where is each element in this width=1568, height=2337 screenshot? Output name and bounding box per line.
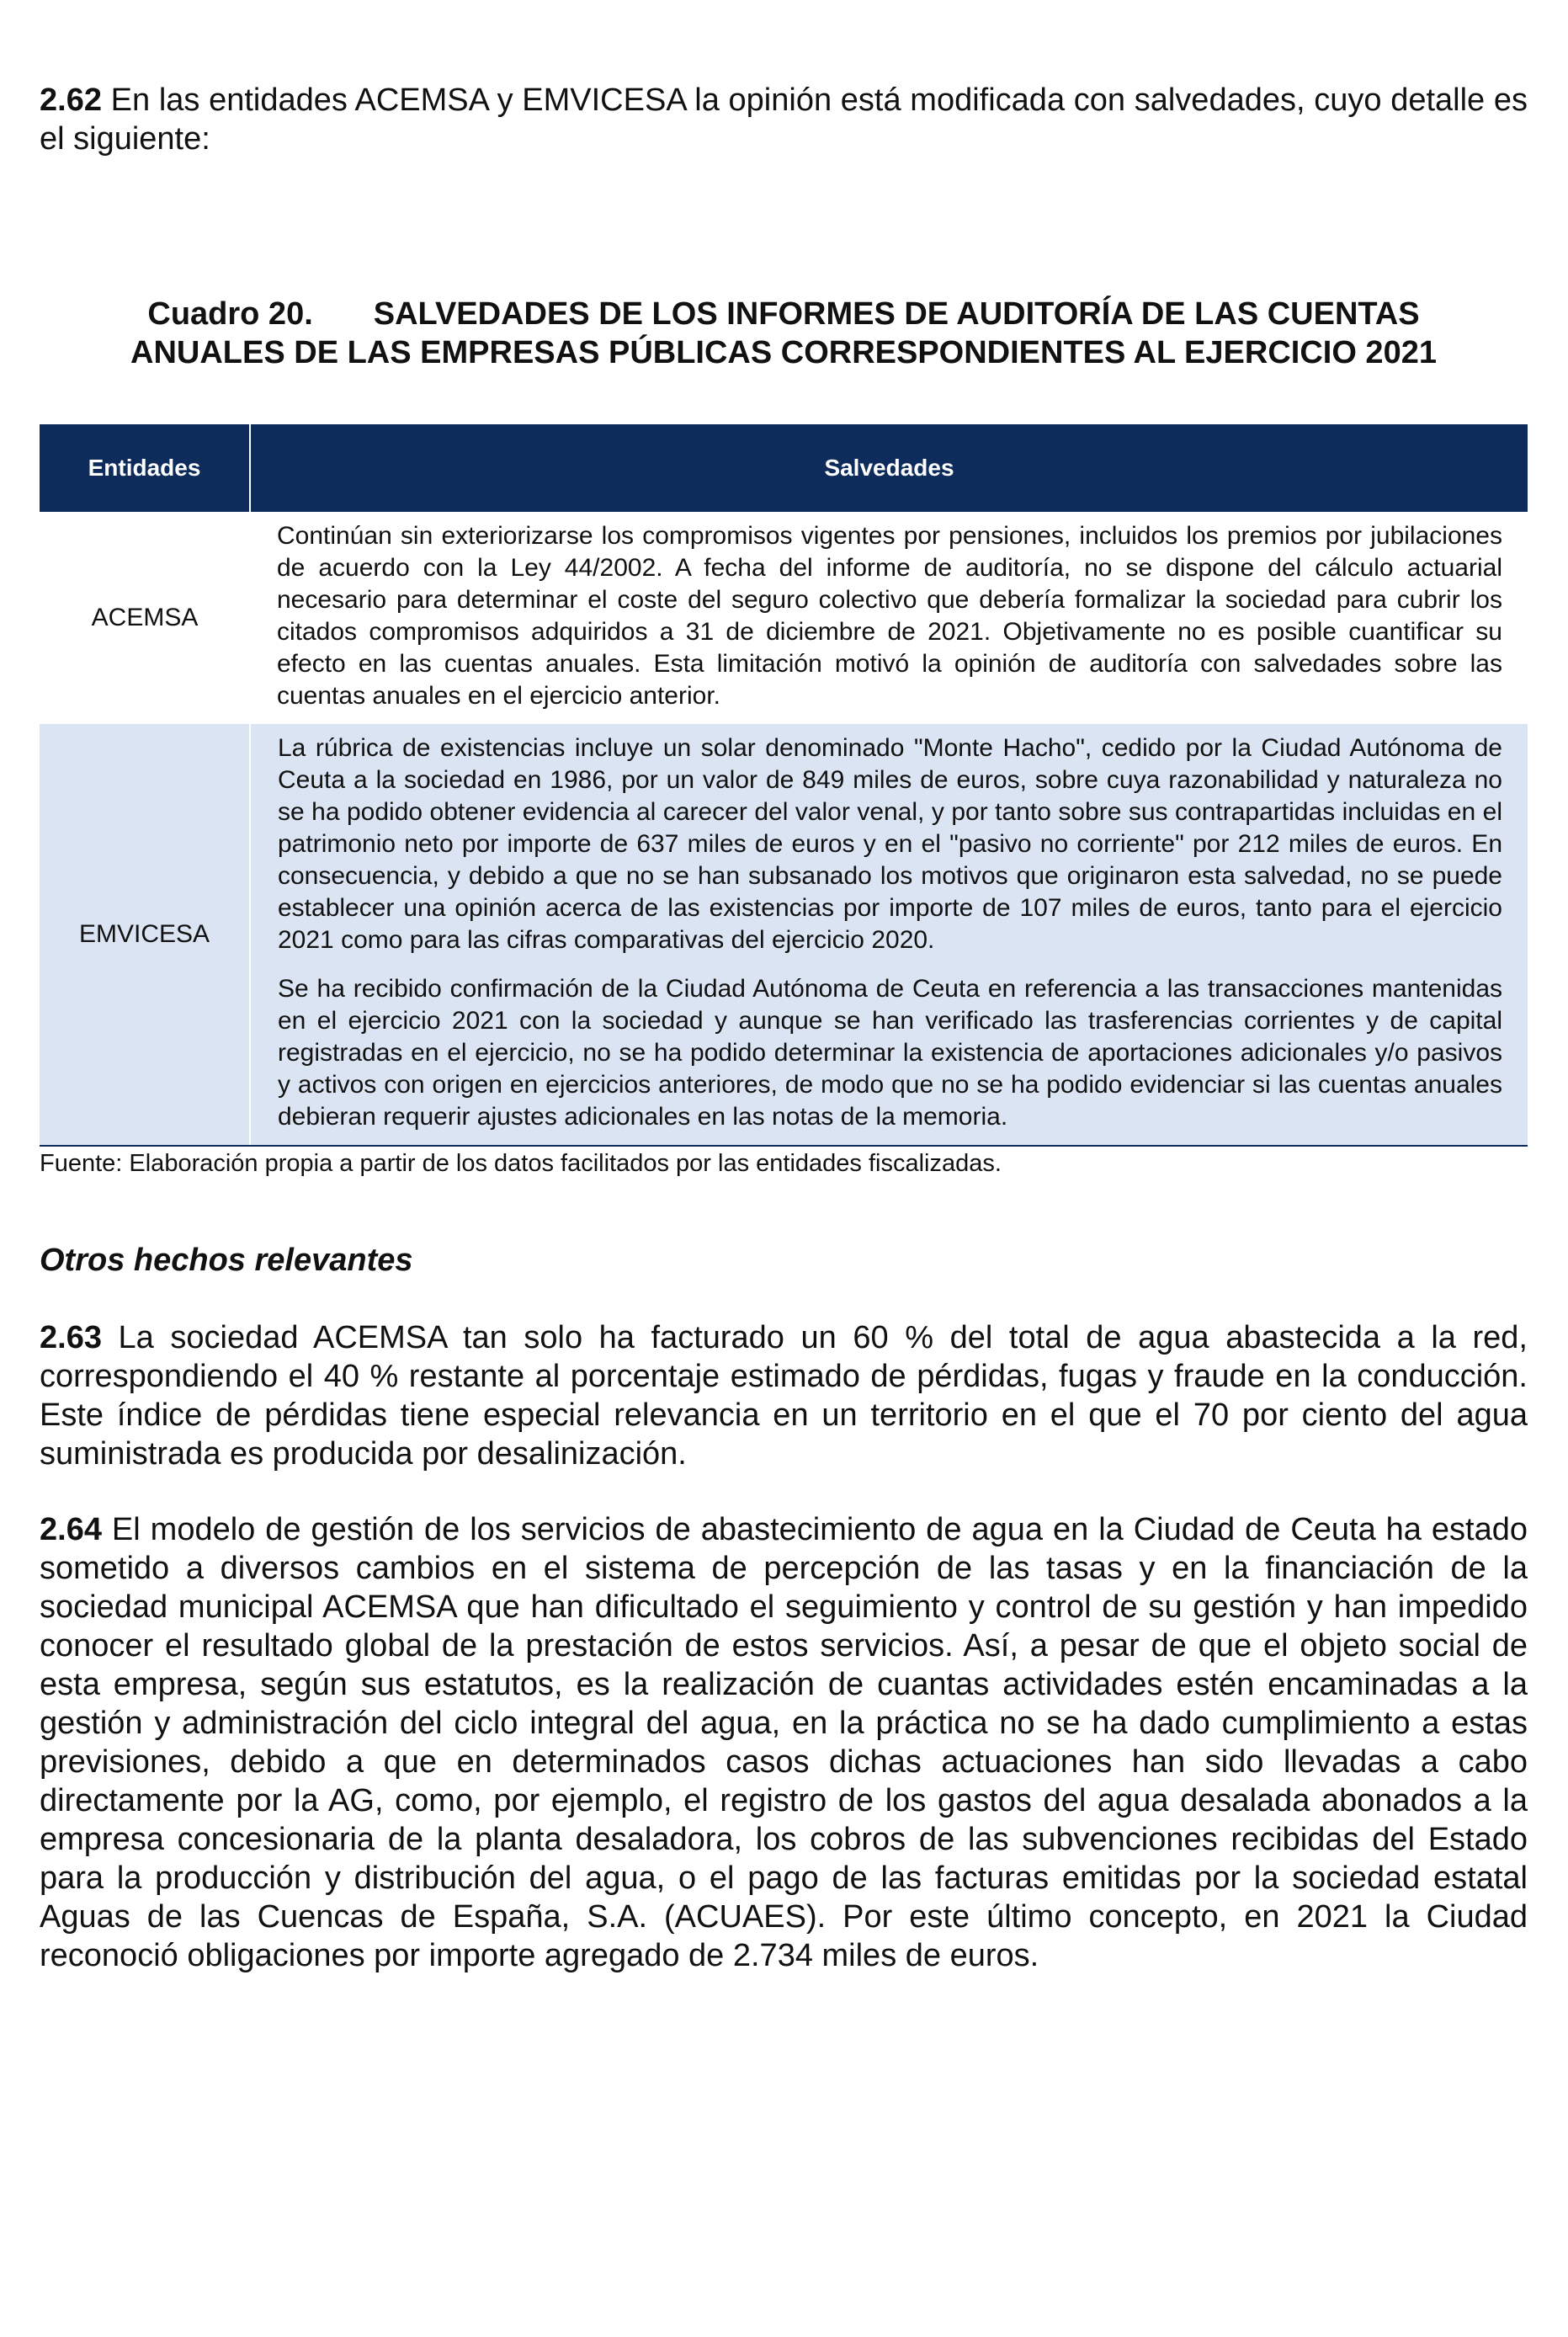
table-source: Fuente: Elaboración propia a partir de los datos facilitados por las entidades fiscalizadas. bbox=[40, 1150, 1002, 1177]
header-salvedades: Salvedades bbox=[250, 424, 1528, 512]
paragraph-2-64 bbox=[40, 1510, 1528, 1975]
salvedad-cell bbox=[250, 724, 1528, 1146]
document-page bbox=[40, 81, 1528, 1975]
caption-title-2: ANUALES DE LAS EMPRESAS PÚBLICAS CORRESPONDIENTES AL EJERCICIO 2021 bbox=[130, 335, 1437, 370]
salvedad-paragraph: La rúbrica de existencias incluye un solar denominado "Monte Hacho", cedido por la Ciudad Autónoma de Ceuta a la sociedad en 1986, por un valor de 849 miles de euros, sobre cuya razonabilidad y naturaleza no se ha podido obtener evidencia al carecer del valor venal, y por tanto sobre sus contrapartidas incluidas en el patrimonio neto por importe de 637 miles de euros y en el "pasivo no corriente" por 212 miles de euros. En consecuencia, y debido a que no se han subsanado los motivos que originaron esta salvedad, no se puede establecer una opinión acerca de las existencias por importe de 107 miles de euros, tanto para el ejercicio 2021 como para las cifras comparativas del ejercicio 2020. bbox=[278, 734, 1502, 954]
table-row bbox=[40, 724, 1528, 1146]
header-entidades: Entidades bbox=[40, 424, 250, 512]
caption-line-1 bbox=[40, 295, 1528, 333]
section-heading: Otros hechos relevantes bbox=[40, 1243, 413, 1278]
table-header-row bbox=[40, 424, 1528, 512]
table-row bbox=[40, 512, 1528, 724]
salvedad-cell bbox=[250, 512, 1528, 724]
paragraph-number: 2.64 bbox=[40, 1512, 102, 1547]
caption-title-1: SALVEDADES DE LOS INFORMES DE AUDITORÍA DE LAS CUENTAS bbox=[373, 296, 1420, 332]
salvedad-paragraph: Se ha recibido confirmación de la Ciudad Autónoma de Ceuta en referencia a las transacciones mantenidas en el ejercicio 2021 con la sociedad y aunque se han verificado las trasferencias corrientes y de capital registradas en el ejercicio, no se ha podido determinar la existencia de aportaciones adicionales y/o pasivos y activos con origen en ejercicios anteriores, de modo que no se ha podido evidenciar si las cuentas anuales debieran requerir ajustes adicionales en las notas de la memoria. bbox=[278, 975, 1502, 1131]
entity-cell: EMVICESA bbox=[40, 724, 250, 1146]
paragraph-2-63 bbox=[40, 1318, 1528, 1473]
salvedad-paragraph: Continúan sin exteriorizarse los compromisos vigentes por pensiones, incluidos los premios por jubilaciones de acuerdo con la Ley 44/2002. A fecha del informe de auditoría, no se dispone del cálculo actuarial necesario para determinar el coste del seguro colectivo que debería formalizar la sociedad para cubrir los citados compromisos adquiridos a 31 de diciembre de 2021. Objetivamente no es posible cuantificar su efecto en las cuentas anuales. Esta limitación motivó la opinión de auditoría con salvedades sobre las cuentas anuales en el ejercicio anterior. bbox=[277, 522, 1502, 710]
paragraph-text: La sociedad ACEMSA tan solo ha facturado un 60 % del total de agua abastecida a la red, correspondiendo el 40 % restante al porcentaje estimado de pérdidas, fugas y fraude en la conducción. Este índice de pérdidas tiene especial relevancia en un territorio en el que el 70 por ciento del agua suministrada es producida por desalinización. bbox=[40, 1320, 1528, 1472]
paragraph-number: 2.62 bbox=[40, 83, 102, 118]
paragraph-2-62 bbox=[40, 81, 1528, 158]
table-caption bbox=[40, 295, 1528, 372]
paragraph-number: 2.63 bbox=[40, 1320, 102, 1355]
salvedades-table bbox=[40, 424, 1528, 1147]
paragraph-text: En las entidades ACEMSA y EMVICESA la opinión está modificada con salvedades, cuyo detalle es el siguiente: bbox=[40, 83, 1528, 157]
entity-cell: ACEMSA bbox=[40, 512, 250, 724]
caption-label: Cuadro 20. bbox=[147, 296, 313, 332]
paragraph-text: El modelo de gestión de los servicios de abastecimiento de agua en la Ciudad de Ceuta ha estado sometido a diversos cambios en el sistema de percepción de las tasas y en la financiación de la sociedad municipal ACEMSA que han dificultado el seguimiento y control de su gestión y han impedido conocer el resultado global de la prestación de estos servicios. Así, a pesar de que el objeto social de esta empresa, según sus estatutos, es la realización de cuantas actividades estén encaminadas a la gestión y administración del ciclo integral del agua, en la práctica no se ha dado cumplimiento a estas previsiones, debido a que en determinados casos dichas actuaciones han sido llevadas a cabo directamente por la AG, como, por ejemplo, el registro de los gastos del agua desalada abonados a la empresa concesionaria de la planta desaladora, los cobros de las subvenciones recibidas del Estado para la producción y distribución del agua, o el pago de las facturas emitidas por la sociedad estatal Aguas de las Cuencas de España, S.A. (ACUAES). Por este último concepto, en 2021 la Ciudad reconoció obligaciones por importe agregado de 2.734 miles de euros. bbox=[40, 1512, 1528, 1973]
